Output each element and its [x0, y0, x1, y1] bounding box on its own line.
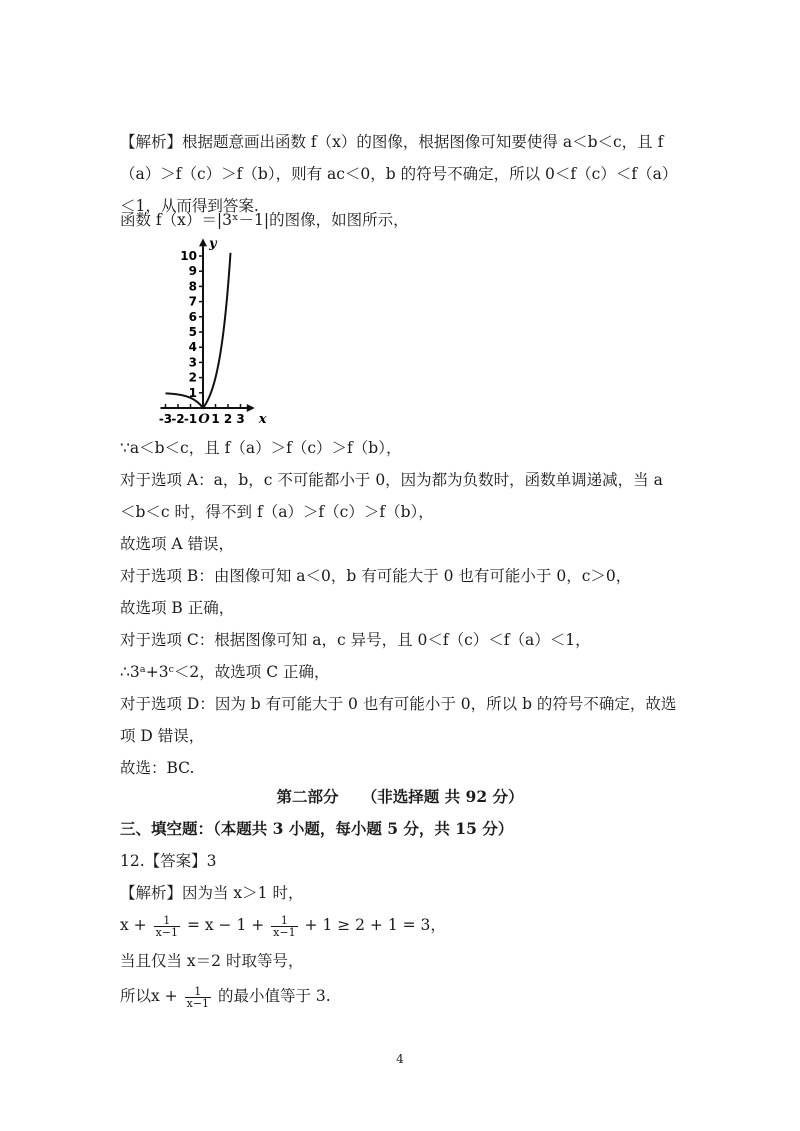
text-line: 当且仅当 x＝2 时取等号， — [120, 952, 304, 970]
y-tick-label: 1 — [188, 385, 197, 400]
equation-part: x + — [120, 916, 147, 934]
x-tick-label: -2 — [171, 412, 185, 426]
function-graph — [118, 228, 278, 433]
fraction — [154, 915, 180, 938]
text-line: （a）＞f（c）＞f（b），则有 ac＜0，b 的符号不确定，所以 0＜f（c）＜f（a） — [120, 165, 678, 183]
fraction-denominator: x−1 — [155, 925, 179, 939]
text-line: ＜1，从而得到答案. — [120, 197, 259, 215]
text-line: 函数 f（x）＝|3ˣ－1|的图像，如图所示， — [120, 211, 409, 229]
y-tick-label: 2 — [188, 370, 197, 385]
part-heading: 第二部分 （非选择题 共 92 分） — [276, 787, 524, 806]
equation-part: 的最小值等于 3. — [217, 987, 331, 1005]
equation-part: + 1 ≥ 2 + 1 = 3， — [304, 916, 446, 934]
x-tick-label: -3 — [158, 412, 173, 426]
y-tick-label: 4 — [188, 340, 197, 355]
fraction — [185, 986, 211, 1009]
x-axis-arrow — [247, 404, 255, 412]
y-tick-label: 10 — [180, 249, 197, 263]
text-line: 对于选项 D：因为 b 有可能大于 0 也有可能小于 0，所以 b 的符号不确定，故选 — [120, 695, 677, 713]
text-line: ＜b＜c 时，得不到 f（a）＞f（c）＞f（b）， — [120, 503, 434, 521]
page-number: 4 — [396, 1052, 404, 1066]
function-curve — [166, 253, 231, 408]
y-tick-label: 5 — [188, 325, 197, 339]
y-tick-label: 9 — [188, 264, 197, 279]
fraction-numerator: 1 — [185, 986, 211, 998]
y-tick-label: 6 — [188, 309, 197, 324]
section-heading: 三、填空题：（本题共 3 小题，每小题 5 分，共 15 分） — [120, 819, 514, 838]
text-line: 故选项 B 正确， — [120, 599, 235, 617]
text-line: ∵a＜b＜c，且 f（a）＞f（c）＞f（b）， — [120, 439, 402, 457]
origin-label: O — [198, 412, 210, 427]
fraction-denominator: x−1 — [273, 925, 296, 939]
x-tick-label: 1 — [211, 412, 220, 426]
fraction — [271, 915, 297, 938]
x-axis-label: x — [258, 412, 267, 427]
text-line: 【解析】根据题意画出函数 f（x）的图像，根据图像可知要使得 a＜b＜c，且 f — [120, 133, 664, 151]
fraction-numerator: 1 — [154, 915, 180, 927]
text-line: 对于选项 B：由图像可知 a＜0，b 有可能大于 0 也有可能小于 0，c＞0， — [120, 567, 632, 585]
text-line: 故选：BC. — [120, 759, 195, 777]
y-tick-label: 7 — [188, 294, 197, 309]
x-tick-label: 3 — [236, 412, 245, 426]
y-axis-arrow — [199, 238, 207, 246]
equation-line — [120, 985, 331, 1009]
text-line: 项 D 错误， — [120, 727, 205, 745]
text-line: 对于选项 C：根据图像可知 a，c 异号，且 0＜f（c）＜f（a）＜1， — [120, 631, 591, 649]
y-tick-label: 8 — [188, 279, 197, 294]
text-line: 故选项 A 错误， — [120, 535, 235, 553]
equation-part: = x − 1 + — [186, 916, 265, 934]
x-tick-label: -1 — [183, 412, 198, 426]
text-line: 对于选项 A：a，b，c 不可能都小于 0，因为都为负数时，函数单调递减，当 a — [120, 471, 663, 489]
x-tick-label: 2 — [223, 412, 233, 426]
fraction-denominator: x−1 — [186, 996, 210, 1010]
answer-line: 12.【答案】3 — [120, 852, 217, 870]
equation-line — [120, 914, 446, 938]
text-line: ∴3ᵃ+3ᶜ＜2，故选项 C 正确， — [120, 663, 330, 681]
analysis-line: 【解析】因为当 x＞1 时， — [120, 884, 304, 902]
y-axis-label: y — [209, 236, 217, 252]
fraction-numerator: 1 — [271, 915, 297, 927]
equation-part: 所以x + — [120, 987, 178, 1005]
y-tick-label: 3 — [188, 355, 197, 370]
